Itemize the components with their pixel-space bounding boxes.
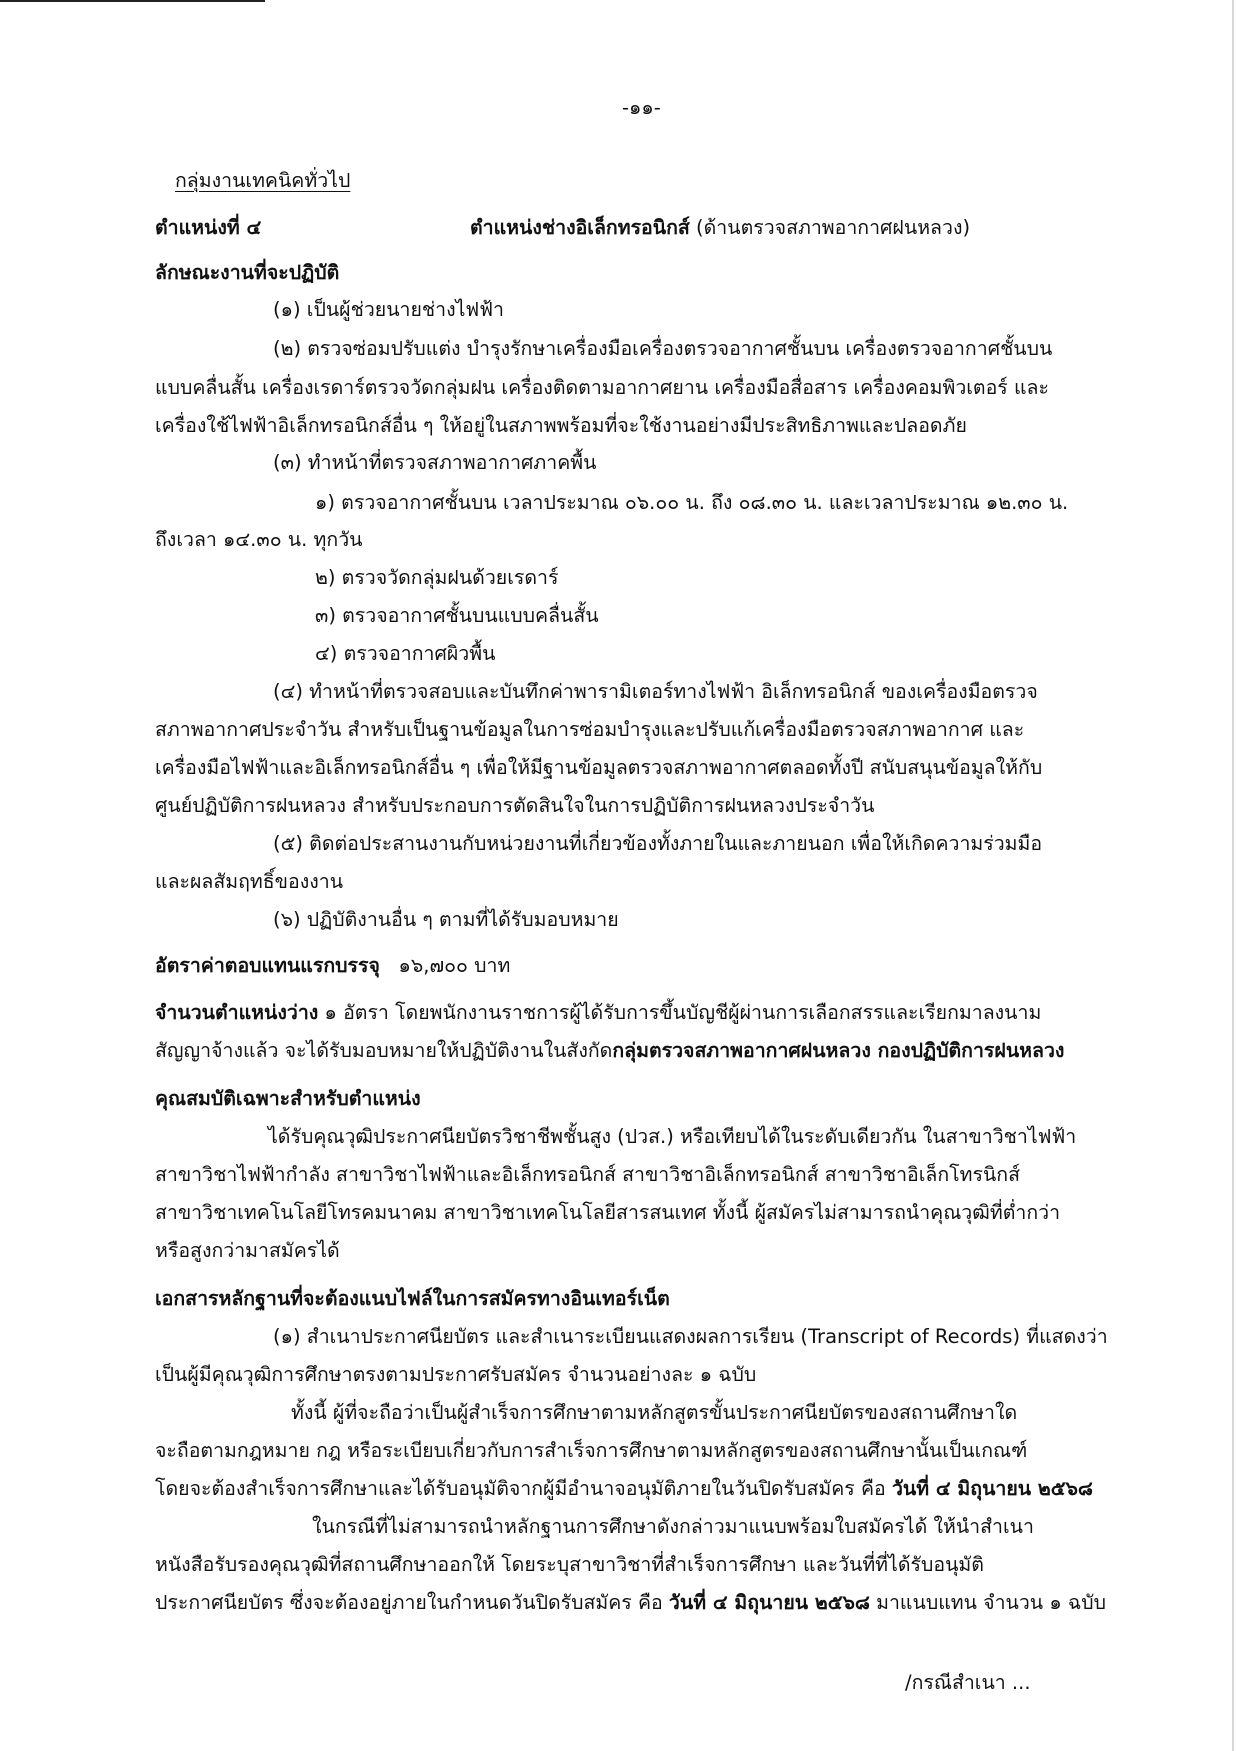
position-title-sub: (ด้านตรวจสภาพอากาศฝนหลวง)	[696, 216, 971, 239]
duty-line: (๖) ปฏิบัติงานอื่น ๆ ตามที่ได้รับมอบหมาย	[273, 908, 619, 931]
documents-heading: เอกสารหลักฐานที่จะต้องแนบไฟล์ในการสมัครทางอินเทอร์เน็ต	[155, 1287, 670, 1310]
document-line: หนังสือรับรองคุณวุฒิที่สถานศึกษาออกให้ โดยระบุสาขาวิชาที่สำเร็จการศึกษา และวันที่ที่ได้รับอนุมัติ	[155, 1553, 984, 1576]
duty-line: ๒) ตรวจวัดกลุ่มฝนด้วยเรดาร์	[315, 566, 559, 589]
position-title-main: ตำแหน่งช่างอิเล็กทรอนิกส์	[470, 216, 690, 239]
salary-value: ๑๖,๗๐๐ บาท	[398, 954, 511, 977]
group-heading: กลุ่มงานเทคนิคทั่วไป	[175, 169, 351, 192]
duty-line: ๓) ตรวจอากาศชั้นบนแบบคลื่นสั้น	[315, 604, 599, 627]
document-line: เป็นผู้มีคุณวุฒิการศึกษาตรงตามประกาศรับสมัคร จำนวนอย่างละ ๑ ฉบับ	[155, 1363, 757, 1386]
duty-line: เครื่องใช้ไฟฟ้าอิเล็กทรอนิกส์อื่น ๆ ให้อยู่ในสภาพพร้อมที่จะใช้งานอย่างมีประสิทธิภาพและปลอดภัย	[155, 414, 967, 437]
continuation-marker: /กรณีสำเนา ...	[905, 1671, 1031, 1694]
salary-line	[155, 953, 510, 979]
document-line-text: ประกาศนียบัตร ซึ่งจะต้องอยู่ภายในกำหนดวันปิดรับสมัคร คือ	[155, 1591, 663, 1614]
deadline-date: วันที่ ๔ มิถุนายน ๒๕๖๘	[891, 1477, 1093, 1500]
qualification-line: ได้รับคุณวุฒิประกาศนียบัตรวิชาชีพชั้นสูง (ปวส.) หรือเทียบได้ในระดับเดียวกัน ในสาขาวิชาไฟฟ้า	[268, 1125, 1077, 1148]
vacancy-line-1	[155, 1000, 1041, 1026]
duty-line: (๒) ตรวจซ่อมปรับแต่ง บำรุงรักษาเครื่องมือเครื่องตรวจอากาศชั้นบน เครื่องตรวจอากาศชั้นบน	[273, 337, 1053, 360]
qualifications-heading: คุณสมบัติเฉพาะสำหรับตำแหน่ง	[155, 1087, 421, 1110]
duty-line: ๑) ตรวจอากาศชั้นบน เวลาประมาณ ๐๖.๐๐ น. ถึง ๐๘.๓๐ น. และเวลาประมาณ ๑๒.๓๐ น.	[315, 491, 1069, 514]
document-line	[155, 1590, 1106, 1616]
duty-line: ศูนย์ปฏิบัติการฝนหลวง สำหรับประกอบการตัดสินใจในการปฏิบัติการฝนหลวงประจำวัน	[155, 794, 875, 817]
vacancy-label: จำนวนตำแหน่งว่าง	[155, 1001, 319, 1024]
document-line	[155, 1476, 1093, 1502]
duty-line: ๔) ตรวจอากาศผิวพื้น	[315, 642, 496, 665]
vacancy-line-2	[155, 1038, 1064, 1064]
qualification-line: สาขาวิชาเทคโนโลยีโทรคมนาคม สาขาวิชาเทคโนโลยีสารสนเทศ ทั้งนี้ ผู้สมัครไม่สามารถนำคุณวุฒิที่ต่ำกว่า	[155, 1201, 1061, 1224]
scan-edge-shadow	[1232, 0, 1234, 1751]
document-line: ทั้งนี้ ผู้ที่จะถือว่าเป็นผู้สำเร็จการศึกษาตามหลักสูตรขั้นประกาศนียบัตรของสถานศึกษาใด	[291, 1401, 1018, 1424]
duty-line: และผลสัมฤทธิ์ของงาน	[155, 870, 344, 893]
duty-line: (๓) ทำหน้าที่ตรวจสภาพอากาศภาคพื้น	[273, 451, 597, 474]
duty-line: (๔) ทำหน้าที่ตรวจสอบและบันทึกค่าพารามิเตอร์ทางไฟฟ้า อิเล็กทรอนิกส์ ของเครื่องมือตรวจ	[273, 680, 1038, 703]
qualification-line: หรือสูงกว่ามาสมัครได้	[155, 1239, 340, 1262]
vacancy-text: ๑ อัตรา โดยพนักงานราชการผู้ได้รับการขึ้นบัญชีผู้ผ่านการเลือกสรรและเรียกมาลงนาม	[324, 1001, 1042, 1024]
position-number: ตำแหน่งที่ ๔	[155, 216, 262, 239]
scan-edge-line	[0, 0, 265, 2]
duty-line: (๕) ติดต่อประสานงานกับหน่วยงานที่เกี่ยวข้องทั้งภายในและภายนอก เพื่อให้เกิดความร่วมมือ	[273, 832, 1043, 855]
duty-line: แบบคลื่นสั้น เครื่องเรดาร์ตรวจวัดกลุ่มฝน เครื่องติดตามอากาศยาน เครื่องมือสื่อสาร เครื่องคอมพิวเตอร์ และ	[155, 376, 1049, 399]
salary-label: อัตราค่าตอบแทนแรกบรรจุ	[155, 954, 380, 977]
qualification-line: สาขาวิชาไฟฟ้ากำลัง สาขาวิชาไฟฟ้าและอิเล็กทรอนิกส์ สาขาวิชาอิเล็กทรอนิกส์ สาขาวิชาอิเล็กโทรนิกส์	[155, 1163, 1021, 1186]
document-line: (๑) สำเนาประกาศนียบัตร และสำเนาระเบียนแสดงผลการเรียน (Transcript of Records) ที่แสดงว่า	[273, 1325, 1108, 1348]
document-line-text: โดยจะต้องสำเร็จการศึกษาและได้รับอนุมัติจากผู้มีอำนาจอนุมัติภายในวันปิดรับสมัคร คือ	[155, 1477, 886, 1500]
document-line-text: มาแนบแทน จำนวน ๑ ฉบับ	[876, 1591, 1106, 1614]
vacancy-unit: กลุ่มตรวจสภาพอากาศฝนหลวง กองปฏิบัติการฝนหลวง	[612, 1039, 1065, 1062]
duties-heading: ลักษณะงานที่จะปฏิบัติ	[155, 261, 340, 284]
document-line: จะถือตามกฎหมาย กฎ หรือระเบียบเกี่ยวกับการสำเร็จการศึกษาตามหลักสูตรของสถานศึกษานั้นเป็นเกณฑ์	[155, 1439, 1028, 1462]
duty-line: เครื่องมือไฟฟ้าและอิเล็กทรอนิกส์อื่น ๆ เพื่อให้มีฐานข้อมูลตรวจสภาพอากาศตลอดทั้งปี สนับสนุนข้อมูลให้กับ	[155, 756, 1043, 779]
page-number: -๑๑-	[622, 96, 661, 119]
position-title	[470, 215, 970, 241]
document-line: ในกรณีที่ไม่สามารถนำหลักฐานการศึกษาดังกล่าวมาแนบพร้อมใบสมัครได้ ให้นำสำเนา	[312, 1515, 1034, 1538]
duty-line: ถึงเวลา ๑๔.๓๐ น. ทุกวัน	[155, 528, 363, 551]
duty-line: (๑) เป็นผู้ช่วยนายช่างไฟฟ้า	[273, 298, 504, 321]
vacancy-text-2: สัญญาจ้างแล้ว จะได้รับมอบหมายให้ปฏิบัติงานในสังกัด	[155, 1039, 613, 1062]
duty-line: สภาพอากาศประจำวัน สำหรับเป็นฐานข้อมูลในการซ่อมบำรุงและปรับแก้เครื่องมือตรวจสภาพอากาศ และ	[155, 718, 1025, 741]
deadline-date: วันที่ ๔ มิถุนายน ๒๕๖๘	[668, 1591, 870, 1614]
